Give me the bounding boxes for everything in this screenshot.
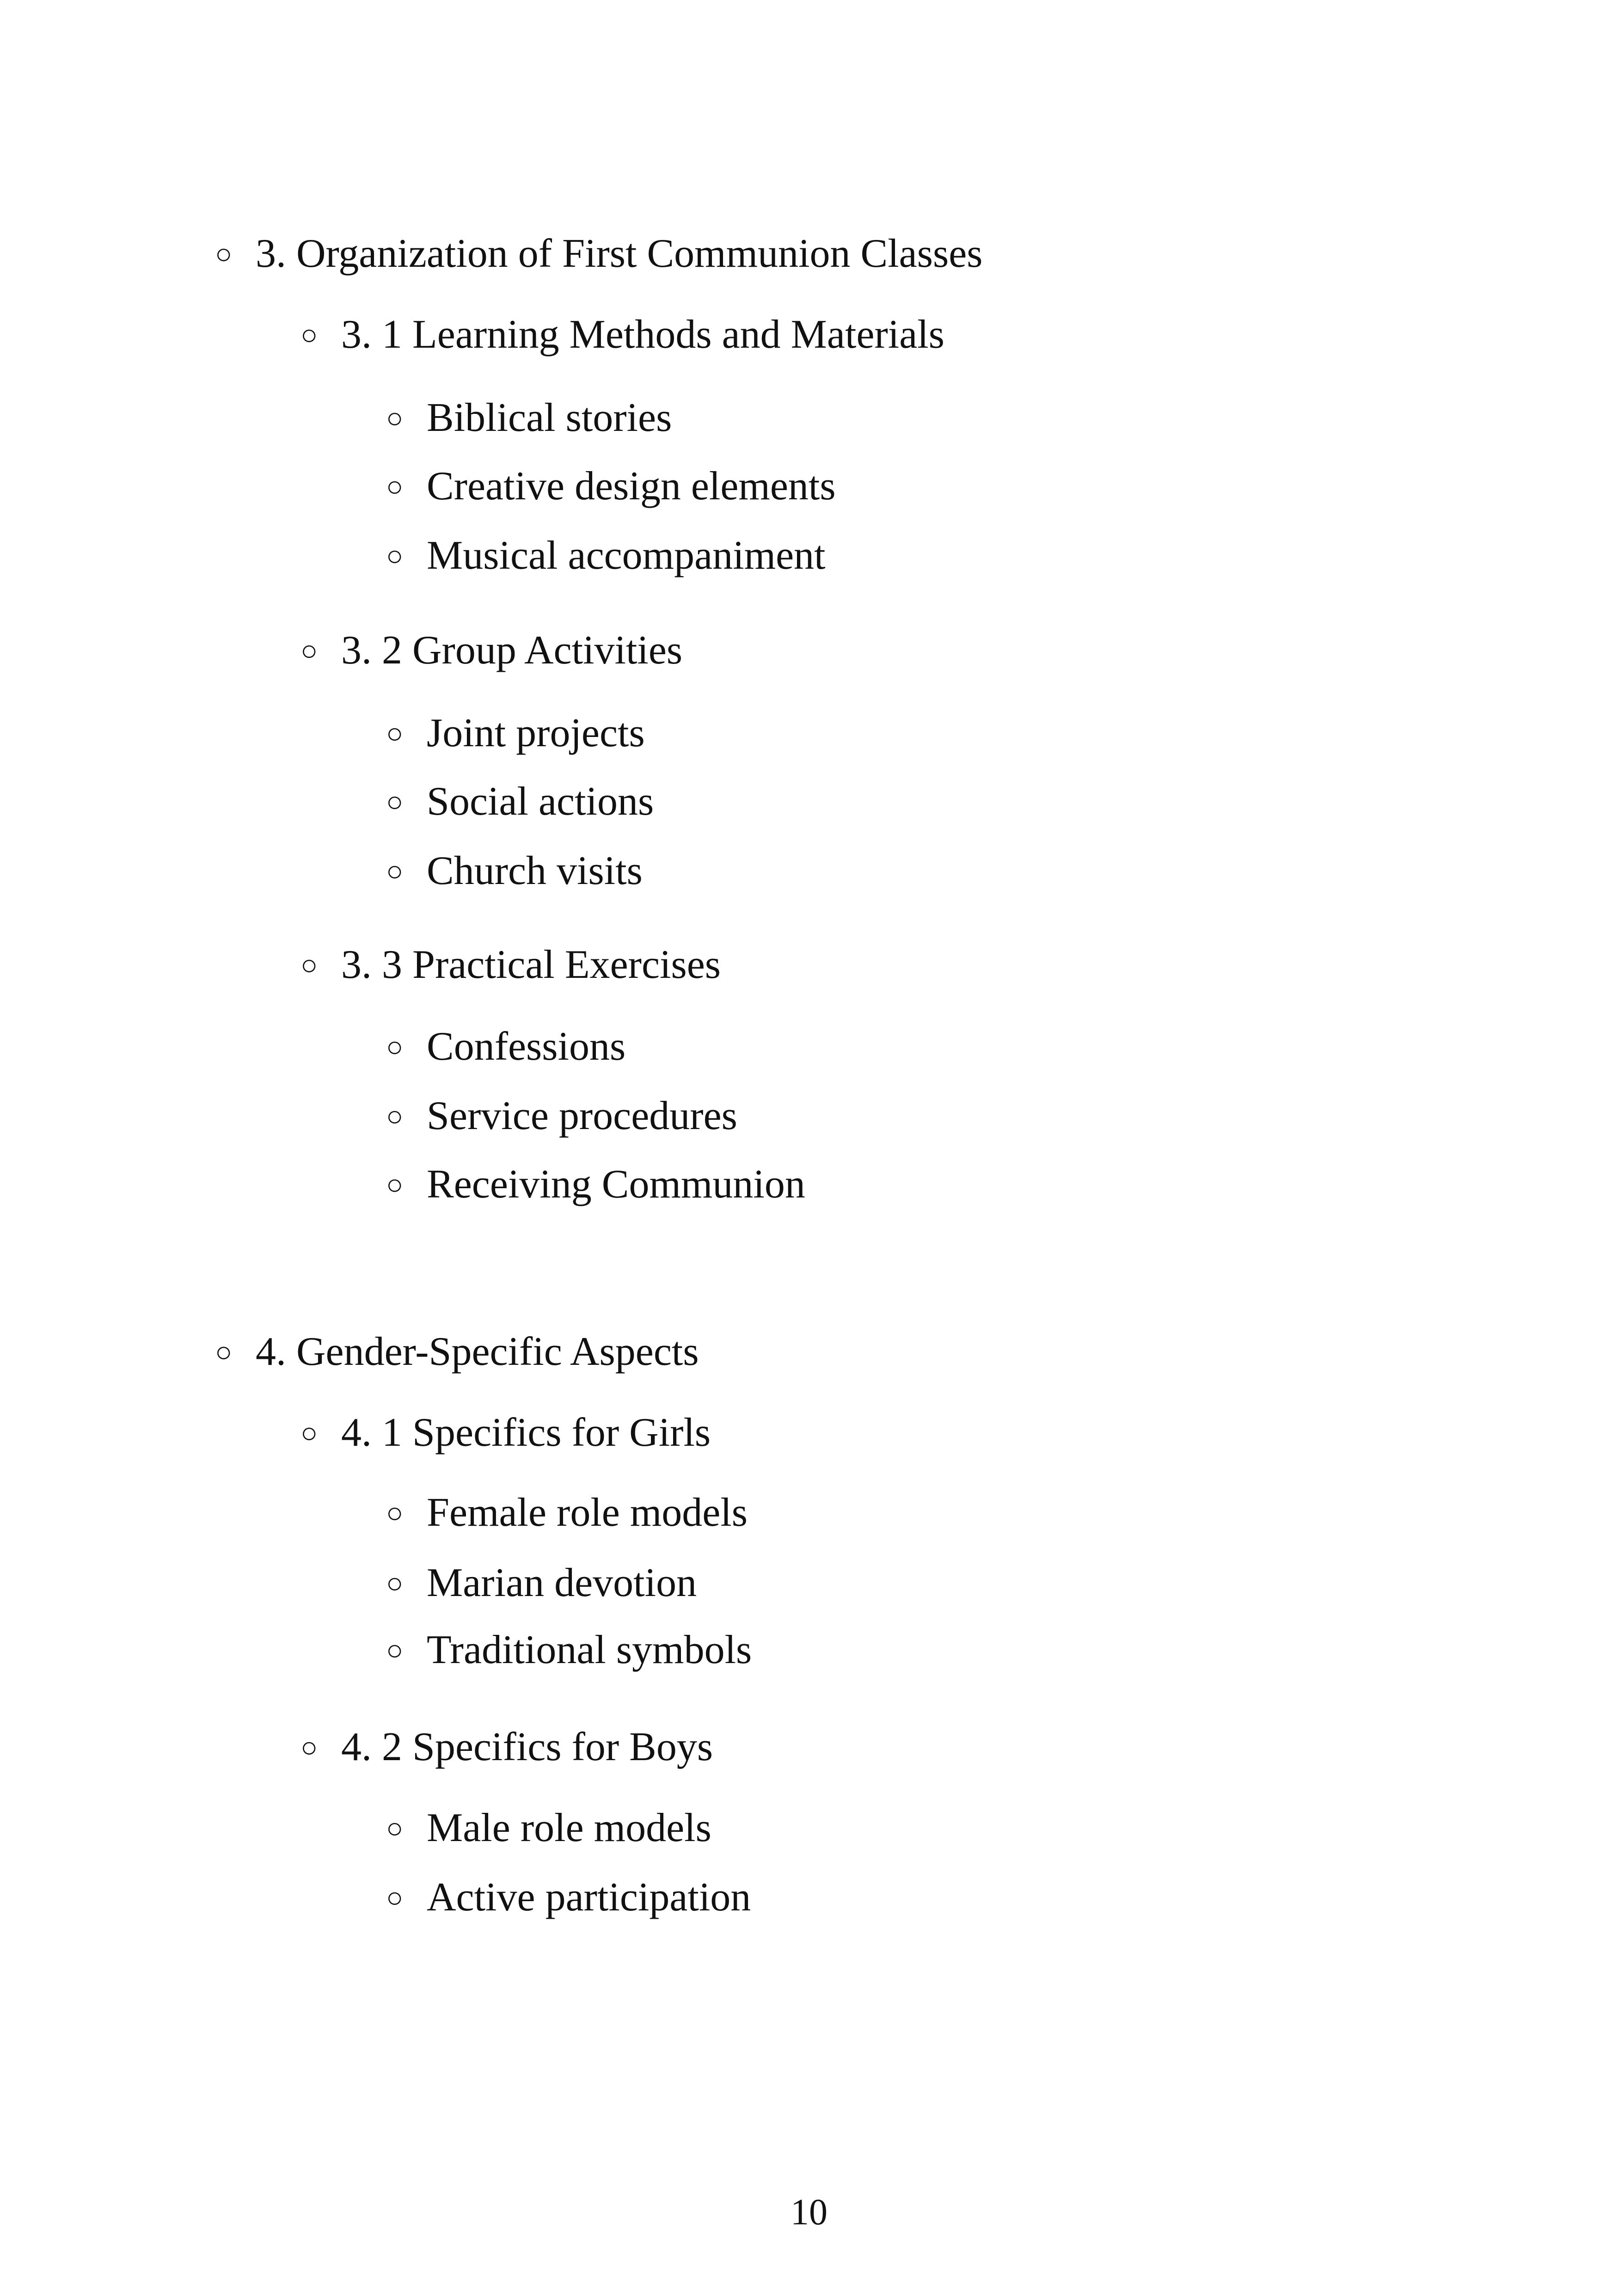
hollow-circle-bullet-icon: ○ <box>300 635 318 667</box>
subsection-title: 4. 2 Specifics for Boys <box>341 1725 713 1769</box>
hollow-circle-bullet-icon: ○ <box>215 1336 233 1368</box>
list-item-text: Confessions <box>427 1024 626 1069</box>
list-item-text: Church visits <box>427 848 643 893</box>
hollow-circle-bullet-icon: ○ <box>386 718 404 749</box>
list-item-text: Active participation <box>427 1875 751 1920</box>
list-item <box>386 1093 737 1138</box>
list-item <box>386 395 672 440</box>
list-item <box>386 713 645 754</box>
list-item-text: Female role models <box>427 1490 748 1535</box>
list-item <box>386 1877 751 1918</box>
hollow-circle-bullet-icon: ○ <box>386 1169 404 1201</box>
section-heading <box>215 233 983 274</box>
hollow-circle-bullet-icon: ○ <box>215 238 233 270</box>
subsection-heading <box>300 314 944 355</box>
subsection-heading <box>300 630 682 671</box>
hollow-circle-bullet-icon: ○ <box>386 1882 404 1914</box>
list-item <box>386 1560 697 1605</box>
subsection-title: 3. 2 Group Activities <box>341 628 683 673</box>
hollow-circle-bullet-icon: ○ <box>386 786 404 818</box>
list-item-text: Creative design elements <box>427 464 836 509</box>
section-title: 3. Organization of First Communion Classes <box>256 231 983 276</box>
list-item-text: Traditional symbols <box>427 1627 752 1672</box>
hollow-circle-bullet-icon: ○ <box>386 1497 404 1529</box>
subsection-heading <box>300 1727 713 1768</box>
page-number: 10 <box>791 2192 827 2233</box>
hollow-circle-bullet-icon: ○ <box>386 1634 404 1666</box>
subsection-heading <box>300 942 721 987</box>
subsection-title: 4. 1 Specifics for Girls <box>341 1410 711 1455</box>
hollow-circle-bullet-icon: ○ <box>300 1731 318 1763</box>
subsection-title: 3. 1 Learning Methods and Materials <box>341 312 945 357</box>
list-item-text: Receiving Communion <box>427 1162 805 1207</box>
list-item-text: Marian devotion <box>427 1560 697 1605</box>
list-item <box>386 781 654 822</box>
hollow-circle-bullet-icon: ○ <box>386 540 404 572</box>
hollow-circle-bullet-icon: ○ <box>300 319 318 351</box>
subsection-title: 3. 3 Practical Exercises <box>341 942 721 987</box>
hollow-circle-bullet-icon: ○ <box>386 1567 404 1599</box>
list-item-text: Social actions <box>427 779 654 824</box>
hollow-circle-bullet-icon: ○ <box>386 1100 404 1132</box>
hollow-circle-bullet-icon: ○ <box>386 1812 404 1844</box>
list-item <box>386 466 836 507</box>
hollow-circle-bullet-icon: ○ <box>300 949 318 981</box>
hollow-circle-bullet-icon: ○ <box>386 855 404 887</box>
list-item <box>386 1164 805 1205</box>
hollow-circle-bullet-icon: ○ <box>300 1417 318 1449</box>
hollow-circle-bullet-icon: ○ <box>386 402 404 434</box>
list-item <box>386 848 643 893</box>
list-item <box>386 1026 625 1067</box>
section-heading <box>215 1329 699 1374</box>
section-title: 4. Gender-Specific Aspects <box>256 1329 699 1374</box>
list-item-text: Biblical stories <box>427 395 672 440</box>
list-item <box>386 1805 711 1850</box>
list-item <box>386 535 826 576</box>
hollow-circle-bullet-icon: ○ <box>386 1031 404 1063</box>
list-item-text: Musical accompaniment <box>427 533 826 578</box>
hollow-circle-bullet-icon: ○ <box>386 471 404 503</box>
list-item-text: Male role models <box>427 1805 711 1850</box>
list-item <box>386 1627 752 1672</box>
list-item-text: Service procedures <box>427 1093 737 1138</box>
subsection-heading <box>300 1412 711 1453</box>
list-item-text: Joint projects <box>427 711 645 755</box>
list-item <box>386 1492 748 1533</box>
